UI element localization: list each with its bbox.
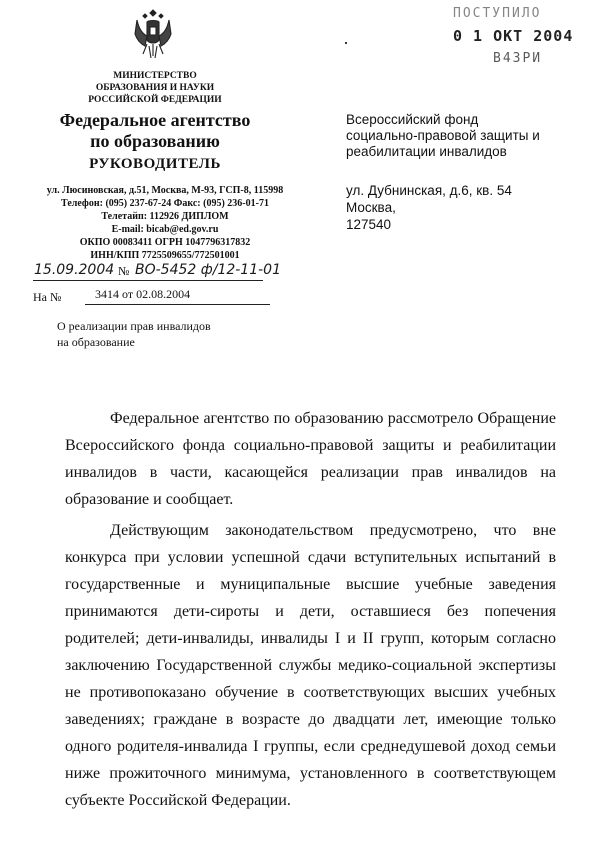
handwritten-date: 15.09.2004 <box>34 262 115 278</box>
subject-line: на образование <box>57 335 135 349</box>
sender-phones: Телефон: (095) 237-67-24 Факс: (095) 236-01-71 <box>61 198 269 209</box>
ministry-line: МИНИСТЕРСТВО <box>113 71 197 81</box>
ministry-line: ОБРАЗОВАНИЯ И НАУКИ <box>95 83 215 93</box>
sender-inn: ИНН/КПП 7725509655/772501001 <box>90 250 240 261</box>
recipient-address <box>346 182 566 233</box>
body-paragraph: Действующим законодательством предусмотрено, что вне конкурса при условии успешной сдачи вступительных испытаний в государственные и муниципальные высшие учебные заведения принимаются дети-сироты и дети, оставшиеся без попечения родителей; дети-инвалиды, инвалиды I и II групп, которым согласно заключению Государственной службы медико-социальной экспертизы не противопоказано обучение в соответствующих высших учебных заведениях; граждане в возрасте до двадцати лет, имеющие только одного родителя-инвалида I группы, если среднедушевой доход семьи ниже прожиточного минимума, установленного в соответствующем субъекте Российской Федерации. <box>65 522 556 809</box>
address-line: 127540 <box>346 217 392 232</box>
in-reply-value: 3414 от 02.08.2004 <box>95 287 191 301</box>
head-title: РУКОВОДИТЕЛЬ <box>89 156 221 172</box>
ministry-line: РОССИЙСКОЙ ФЕДЕРАЦИИ <box>88 95 222 105</box>
address-line: ул. Дубнинская, д.6, кв. 54 <box>346 183 512 198</box>
stamp-date: 0 1 ОКТ 2004 <box>453 27 574 45</box>
recipient-line: Всероссийский фонд <box>346 112 479 127</box>
recipient-line: социально-правовой защиты и <box>346 128 540 143</box>
recipient-name <box>346 112 566 160</box>
agency-line: Федеральное агентство <box>59 110 251 130</box>
subject-line: О реализации прав инвалидов <box>57 319 211 333</box>
sender-okpo: ОКПО 00083411 ОГРН 1047796317832 <box>79 237 251 248</box>
in-reply-label: На № <box>33 290 62 304</box>
sender-email: E-mail: bicab@ed.gov.ru <box>111 224 219 235</box>
contact-block <box>30 184 300 262</box>
sender-address: ул. Люсиновская, д.51, Москва, М-93, ГСП-8, 115998 <box>46 185 284 196</box>
handwritten-reference-number: ВО-5452 ф/12-11-01 <box>135 262 281 278</box>
stray-mark: · <box>343 33 349 53</box>
in-reply-underline <box>85 304 270 305</box>
sender-telex: Телетайп: 112926 ДИПЛОМ <box>101 211 229 222</box>
received-stamp <box>453 6 578 66</box>
agency-line: по образованию <box>90 131 220 151</box>
letter-subject <box>57 318 257 350</box>
coat-of-arms-icon <box>131 6 175 62</box>
body-paragraph: Федеральное агентство по образованию рассмотрело Обращение Всероссийского фонда социально-правовой защиты и реабилитации инвалидов в части, касающейся реализации прав инвалидов на образование и сообщает. <box>65 410 556 508</box>
number-label: № <box>118 264 130 278</box>
ministry-name <box>70 70 240 106</box>
recipient-line: реабилитации инвалидов <box>346 144 507 159</box>
agency-name <box>40 110 270 152</box>
stamp-code: В43РИ <box>493 51 543 66</box>
address-line: Москва, <box>346 200 396 215</box>
stamp-received-label: ПОСТУПИЛО <box>453 6 542 21</box>
letter-body <box>65 405 556 814</box>
